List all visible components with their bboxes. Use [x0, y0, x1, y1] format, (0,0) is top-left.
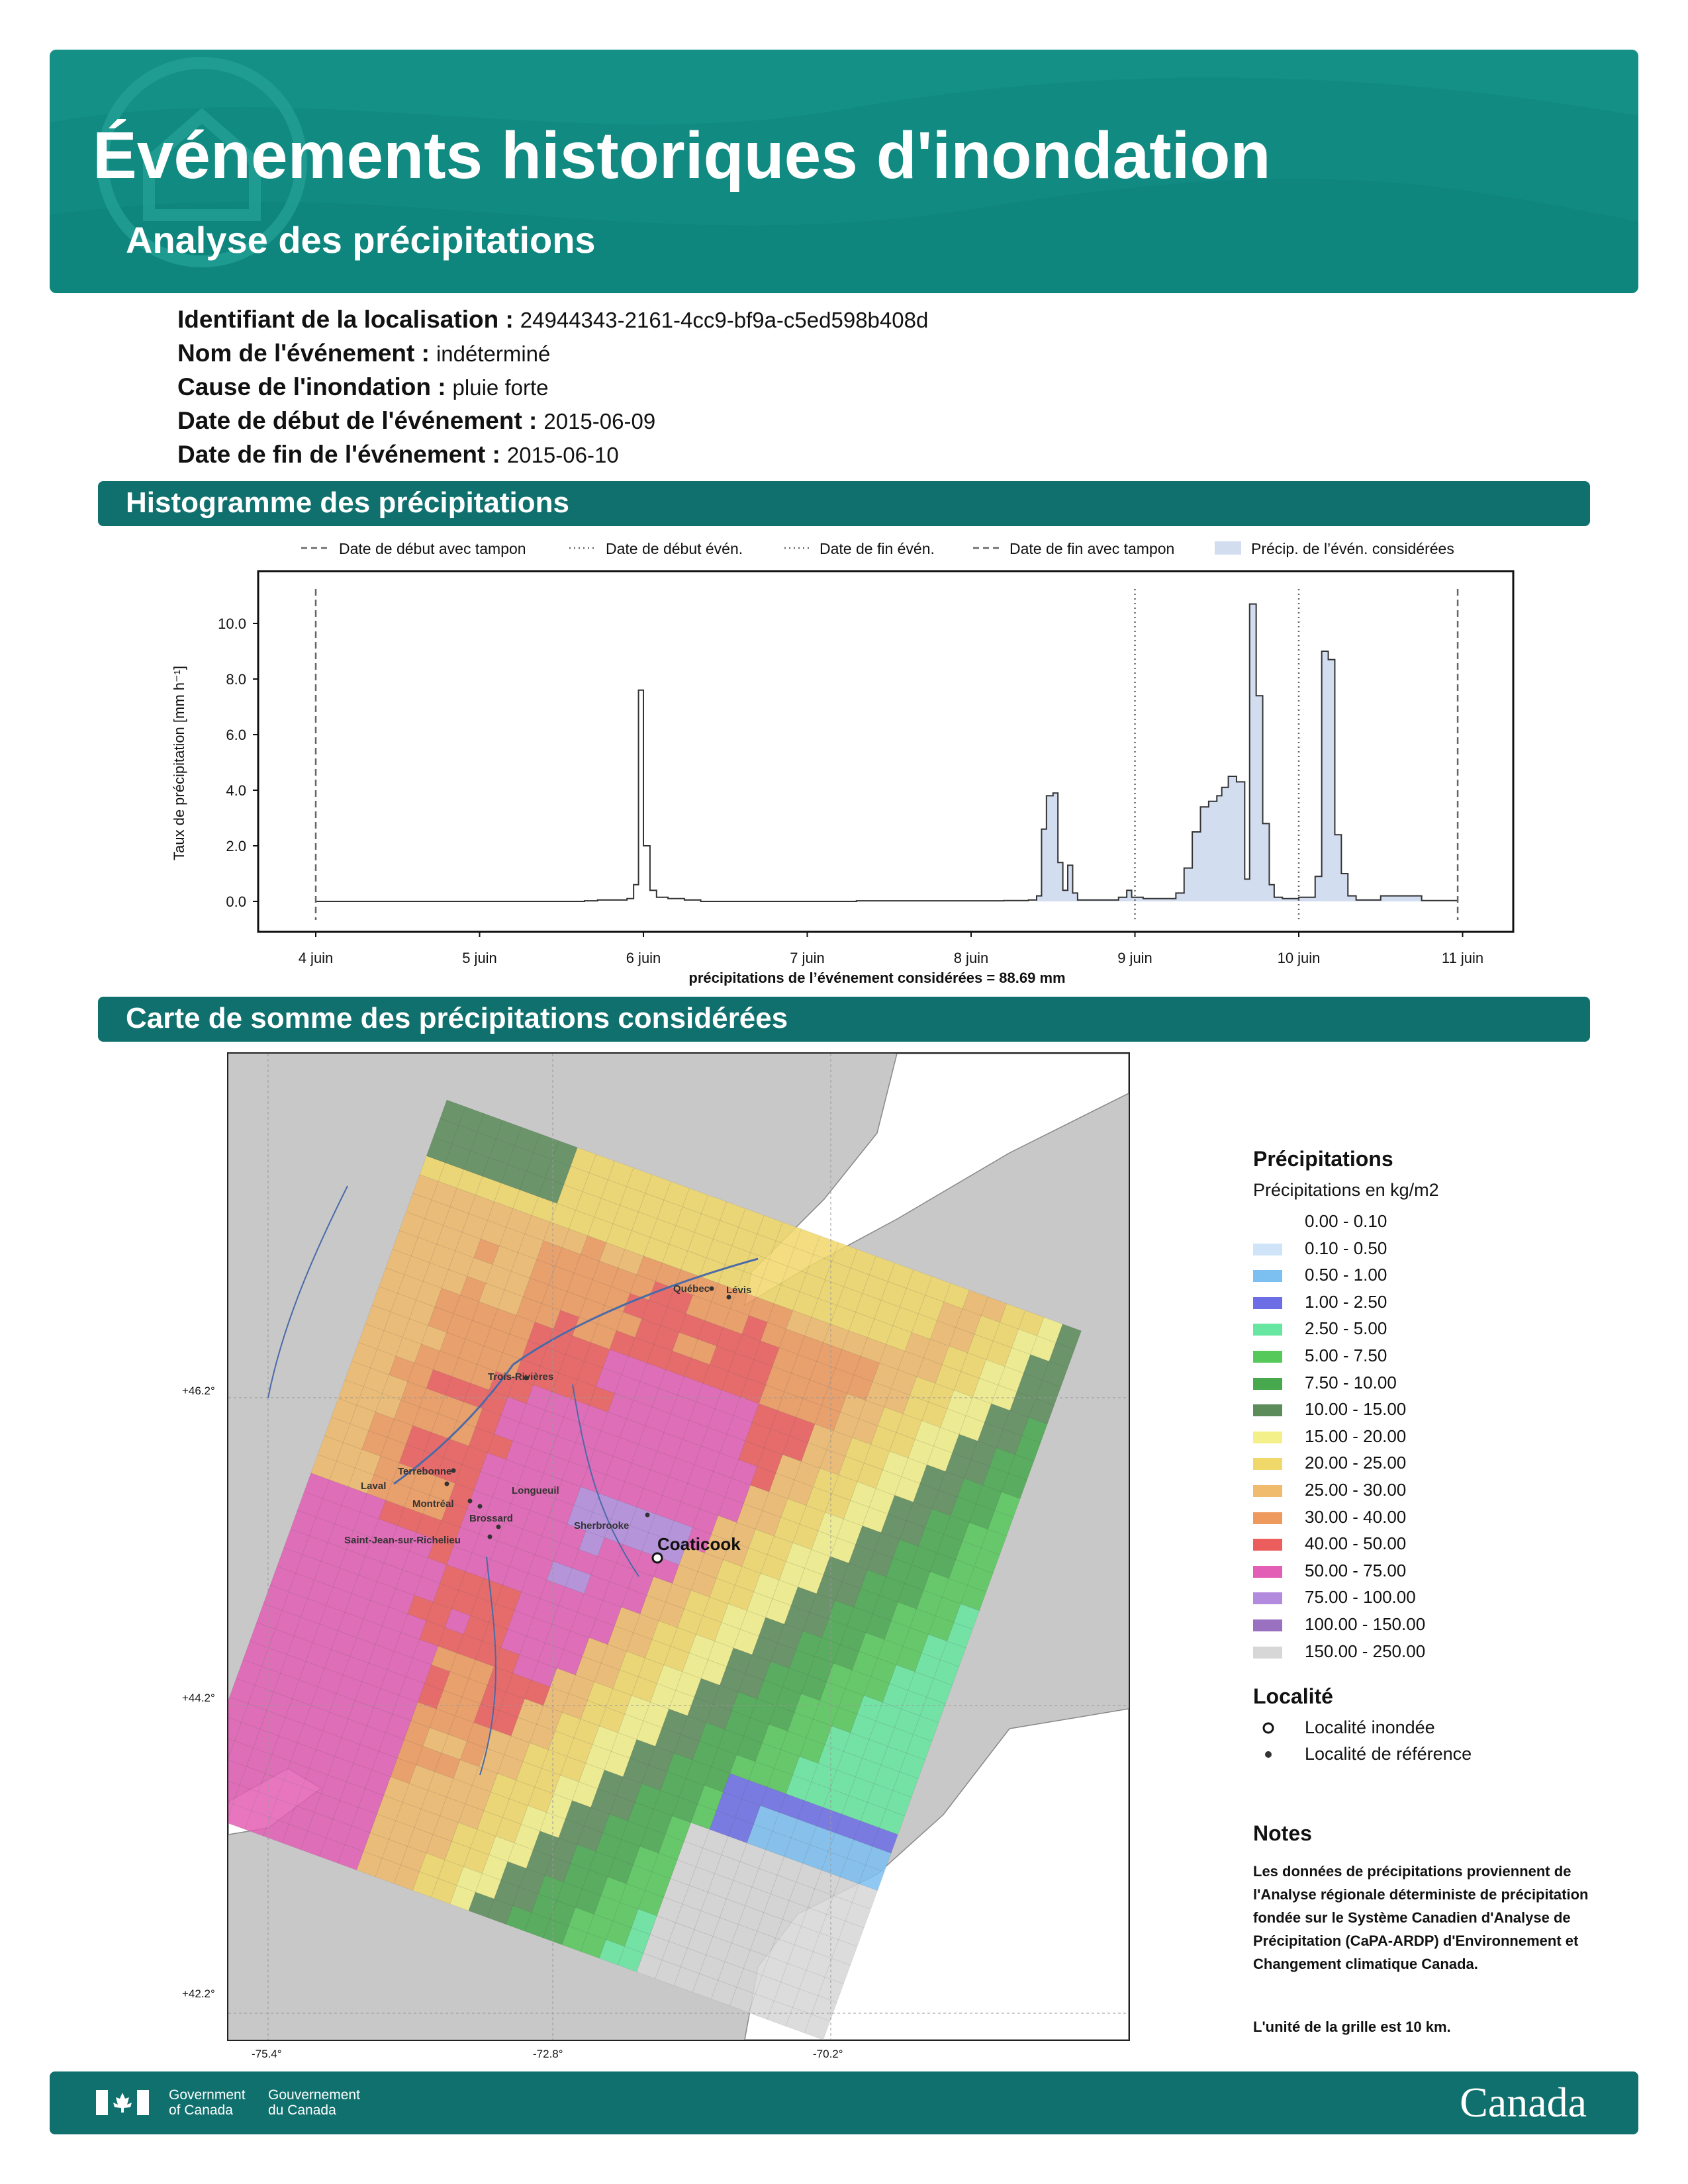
legend-event-end: Date de fin évén.: [820, 540, 935, 557]
precip-series-step-line: [316, 604, 1458, 901]
gov-fr: [268, 2087, 360, 2118]
start-date-label: Date de début de l'événement :: [177, 407, 538, 434]
legend-swatch: [1253, 1216, 1282, 1228]
place-trois-rivieres: [488, 1371, 553, 1383]
y-tick-label: 2.0: [226, 838, 246, 854]
page-title: Événements historiques d'inondation: [93, 118, 1271, 193]
gov-fr-line2: du Canada: [268, 2103, 336, 2118]
legend-label: 5.00 - 7.50: [1305, 1345, 1387, 1365]
considered-precip-area: [1037, 604, 1458, 901]
place-label: Lévis: [726, 1285, 752, 1296]
histogram-section-title: Histogramme des précipitations: [126, 486, 569, 519]
cause-value: pluie forte: [452, 375, 549, 400]
legend-label: 100.00 - 150.00: [1305, 1614, 1426, 1634]
precipitation-map: [227, 1052, 1130, 2041]
gov-fr-line1: Gouvernement: [268, 2087, 360, 2103]
legend-swatch: [1253, 1566, 1282, 1578]
flooded-marker-icon: [1262, 1719, 1282, 1739]
legend-label: 0.00 - 0.10: [1305, 1211, 1387, 1231]
legend-considered: Précip. de l’évén. considérées: [1251, 540, 1454, 557]
river-line: [268, 1186, 348, 1398]
legend-swatch: [1253, 1592, 1282, 1604]
place-label: Laval: [361, 1480, 387, 1492]
legend-label: 7.50 - 10.00: [1305, 1372, 1397, 1392]
lon-label: -70.2°: [813, 2048, 843, 2060]
location-label: Identifiant de la localisation :: [177, 306, 514, 333]
map-section-title: Carte de somme des précipitations considérées: [126, 1002, 788, 1034]
x-tick-label: 5 juin: [462, 950, 497, 966]
legend-label: 1.00 - 2.50: [1305, 1291, 1387, 1312]
place-label: Coaticook: [657, 1534, 741, 1554]
x-tick-label: 4 juin: [298, 950, 334, 966]
legend-label: 15.00 - 20.00: [1305, 1426, 1407, 1446]
legend-label: 20.00 - 25.00: [1305, 1453, 1407, 1473]
legend-swatch: [1253, 1539, 1282, 1551]
legend-swatch: [1253, 1432, 1282, 1443]
x-tick-label: 10 juin: [1277, 950, 1321, 966]
x-tick-label: 8 juin: [953, 950, 989, 966]
legend-swatch: [1253, 1458, 1282, 1470]
legend-label: 150.00 - 250.00: [1305, 1641, 1426, 1661]
x-tick-label: 6 juin: [626, 950, 661, 966]
lat-label: +46.2°: [182, 1385, 215, 1397]
x-axis-label: précipitations de l’événement considérées = 88.69 mm: [688, 970, 1066, 986]
notes-unit: L'unité de la grille est 10 km.: [1253, 2019, 1451, 2035]
legend-swatch: [1253, 1324, 1282, 1336]
location-value: 24944343-2161-4cc9-bf9a-c5ed598b408d: [520, 308, 929, 332]
legend-swatch: [1253, 1647, 1282, 1659]
legend-swatch-considered: [1215, 541, 1241, 555]
footer: [50, 2071, 1638, 2134]
y-tick-label: 6.0: [226, 727, 246, 743]
notes-title: Notes: [1253, 1821, 1312, 1845]
legend-label: 25.00 - 30.00: [1305, 1480, 1407, 1500]
locality-title: Localité: [1253, 1684, 1333, 1708]
canada-flag-icon: [96, 2090, 149, 2116]
y-tick-label: 10.0: [218, 615, 246, 632]
precipitation-histogram: [0, 0, 1688, 1006]
legend-title: Précipitations: [1253, 1147, 1393, 1171]
notes-body: Les données de précipitations proviennent de l'Analyse régionale déterministe de précipitation fondée sur le Système Canadien d'Analyse de Précipitation (CaPA-ARDP) d'Environnement et Changement climatique Canada.: [1253, 1863, 1589, 1972]
legend-swatch: [1253, 1270, 1282, 1282]
event-name-label: Nom de l'événement :: [177, 340, 430, 367]
legend-label: 40.00 - 50.00: [1305, 1533, 1407, 1554]
place-label: Sherbrooke: [574, 1520, 630, 1531]
legend-swatch: [1253, 1351, 1282, 1363]
place-label: Longueuil: [512, 1485, 559, 1496]
y-axis-label: Taux de précipitation [mm h⁻¹]: [171, 665, 187, 860]
page-subtitle: Analyse des précipitations: [126, 219, 596, 261]
legend-swatch: [1253, 1404, 1282, 1416]
legend-swatch: [1253, 1512, 1282, 1524]
y-tick-label: 8.0: [226, 671, 246, 688]
x-tick-label: 9 juin: [1117, 950, 1152, 966]
legend-label: 50.00 - 75.00: [1305, 1560, 1407, 1580]
legend-label: 10.00 - 15.00: [1305, 1399, 1407, 1420]
legend-label: 75.00 - 100.00: [1305, 1587, 1416, 1608]
place-label: Brossard: [469, 1513, 513, 1524]
legend-label: 0.10 - 0.50: [1305, 1238, 1387, 1258]
legend-swatch: [1253, 1244, 1282, 1255]
legend-label: 0.50 - 1.00: [1305, 1265, 1387, 1285]
place-label: Terrebonne: [398, 1466, 452, 1477]
legend-label: 2.50 - 5.00: [1305, 1318, 1387, 1339]
place-label: Montréal: [412, 1498, 454, 1510]
legend-swatch: [1253, 1619, 1282, 1631]
gov-en-line2: of Canada: [169, 2103, 233, 2118]
gov-en: [169, 2087, 246, 2118]
place-quebec: [673, 1283, 714, 1295]
legend-swatch: [1253, 1297, 1282, 1309]
lon-label: -72.8°: [533, 2048, 563, 2060]
legend-subtitle: Précipitations en kg/m2: [1253, 1180, 1439, 1200]
y-tick-label: 0.0: [226, 893, 246, 910]
legend-swatch: [1253, 1485, 1282, 1497]
cause-label: Cause de l'inondation :: [177, 373, 446, 400]
locality-flooded-label: Localité inondée: [1305, 1717, 1435, 1737]
legend-label: 30.00 - 40.00: [1305, 1506, 1407, 1527]
locality-reference-label: Localité de référence: [1305, 1744, 1472, 1764]
x-tick-label: 11 juin: [1441, 950, 1484, 966]
lat-label: +42.2°: [182, 1987, 215, 2000]
end-date-label: Date de fin de l'événement :: [177, 441, 500, 468]
legend-event-start: Date de début évén.: [606, 540, 743, 557]
event-name-value: indéterminé: [436, 341, 551, 366]
chart-legend: [301, 540, 1454, 557]
reference-marker-icon: [1262, 1745, 1282, 1765]
legend-buffer-end: Date de fin avec tampon: [1009, 540, 1175, 557]
x-tick-label: 7 juin: [790, 950, 825, 966]
gov-en-line1: Government: [169, 2087, 246, 2103]
legend-swatch: [1253, 1378, 1282, 1390]
start-date-value: 2015-06-09: [543, 409, 656, 433]
y-tick-label: 4.0: [226, 782, 246, 799]
lat-label: +44.2°: [182, 1692, 215, 1704]
chart-marks: [218, 589, 1483, 966]
end-date-value: 2015-06-10: [506, 443, 619, 467]
map-canvas: [228, 1054, 1129, 2040]
lon-label: -75.4°: [252, 2048, 282, 2060]
place-terrebonne: [398, 1466, 456, 1477]
place-label: Trois-Rivières: [488, 1371, 554, 1383]
map-section-header: [98, 997, 1590, 1042]
canada-wordmark: Canada: [1460, 2079, 1587, 2126]
place-label: Québec: [673, 1283, 710, 1295]
legend-buffer-start: Date de début avec tampon: [339, 540, 526, 557]
place-label: Saint-Jean-sur-Richelieu: [344, 1535, 461, 1546]
